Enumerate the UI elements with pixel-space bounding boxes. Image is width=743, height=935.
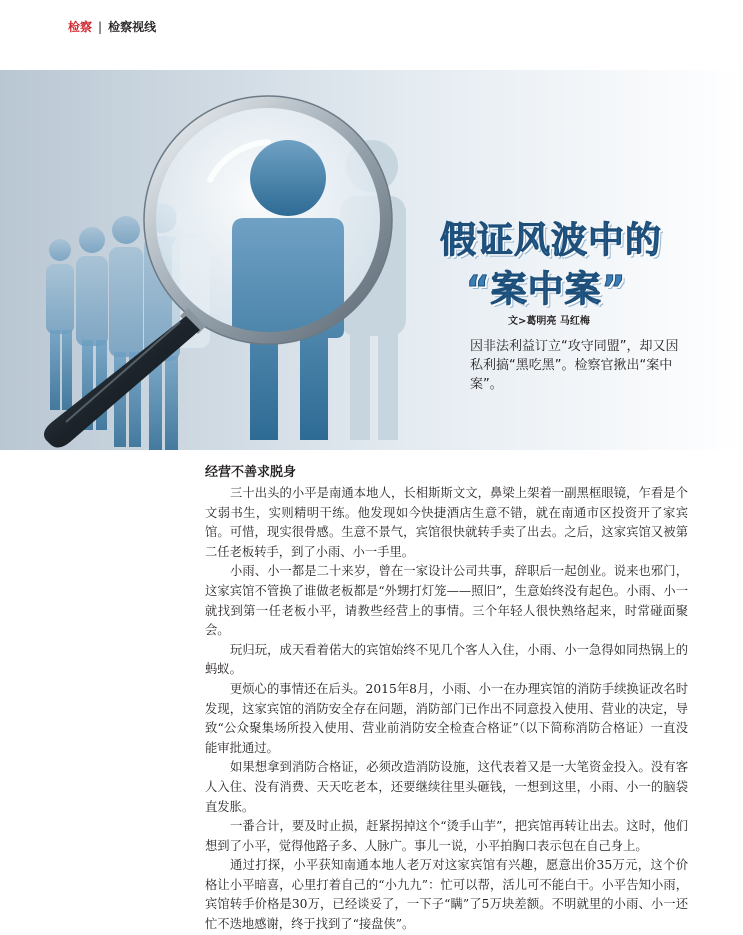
paragraph: 通过打探，小平获知南通本地人老万对这家宾馆有兴趣，愿意出价35万元，这个价格让小平暗喜，心里打着自己的“小九九”：忙可以帮，活儿可不能白干。小平告知小雨，宾馆转手价格是30万，已经谈妥了，一下子“瞒”了5万块差额。不明就里的小雨、小一还忙不迭地感谢，终于找到了“接盘侠”。: [205, 858, 688, 932]
paragraph: 三十出头的小平是南通本地人，长相斯斯文文，鼻梁上架着一副黑框眼镜，乍看是个文弱书生，实则精明干练。他发现如今快捷酒店生意不错，就在南通市区投资开了家宾馆。可惜，现实很骨感。生意不景气，宾馆很快就转手卖了出去。之后，这家宾馆又被第二任老板转手，到了小雨、小一手里。: [205, 486, 688, 559]
column-label: 检察视线: [108, 20, 157, 34]
article-summary: 因非法利益订立“攻守同盟”，却又因私利搞“黑吃黑”。检察官揪出“案中案”。: [470, 339, 679, 392]
section-label: 检察: [68, 20, 93, 34]
paragraph: 如果想拿到消防合格证，必须改造消防设施，这代表着又是一大笔资金投入。没有客人入住、没有消费、天天吃老本，还要继续往里头砸钱，一想到这里，小雨、小一的脑袋直发胀。: [205, 760, 688, 814]
article-title: [440, 212, 700, 312]
title-line-2: “案中案”: [466, 269, 627, 310]
paragraph: 更烦心的事情还在后头。2015年8月，小雨、小一在办理宾馆的消防手续换证改名时发现，这家宾馆的消防安全存在问题，消防部门已作出不同意投入使用、营业的决定，导致“公众聚集场所投入使用、营业前消防安全检查合格证”（以下简称消防合格证）一直没能审批通过。: [205, 681, 688, 755]
page-header: [68, 18, 156, 35]
paragraph: 小雨、小一都是二十来岁，曾在一家设计公司共事，辞职后一起创业。说来也邪门，这家宾馆不管换了谁做老板都是“外甥打灯笼——照旧”，生意始终没有起色。小雨、小一就找到第一任老板小平，请教些经营上的事情。三个年轻人很快熟络起来，时常碰面聚会。: [205, 564, 688, 638]
section-subhead: 经营不善求脱身: [205, 465, 297, 480]
header-divider: |: [98, 19, 103, 34]
byline: 文>葛明亮 马红梅: [508, 316, 590, 327]
title-line-1: 假证风波中的: [440, 220, 663, 261]
paragraph: 一番合计，要及时止损，赶紧拐掉这个“烫手山芋”，把宾馆再转让出去。这时，他们想到了小平，觉得他路子多、人脉广。事儿一说，小平拍胸口表示包在自己身上。: [205, 819, 688, 853]
article-body: [205, 463, 688, 935]
paragraph: 玩归玩，成天看着偌大的宾馆始终不见几个客人入住，小雨、小一急得如同热锅上的蚂蚁。: [205, 642, 688, 677]
